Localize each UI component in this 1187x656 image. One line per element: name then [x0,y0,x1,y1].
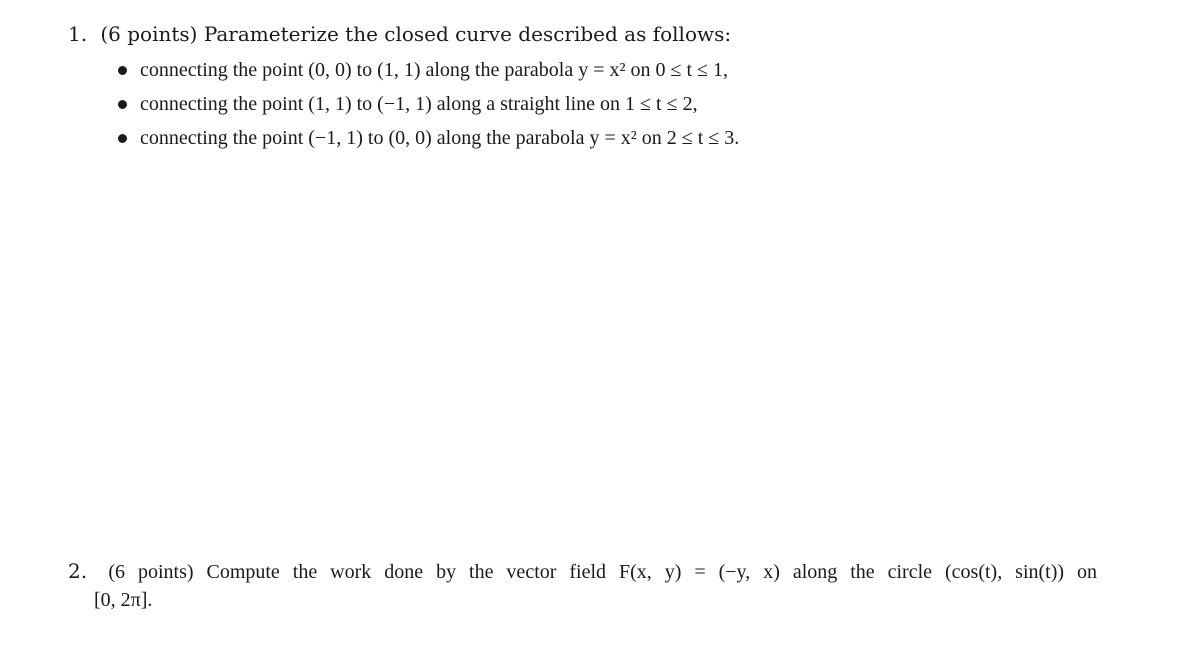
problem-1-statement [68,22,1107,46]
problem-1-bullet-list [68,58,1107,160]
bullet-text: connecting the point (0, 0) to (1, 1) along the parabola y = x² on 0 ≤ t ≤ 1, [140,59,728,81]
bullet-icon [118,100,127,109]
bullet-text: connecting the point (−1, 1) to (0, 0) along the parabola y = x² on 2 ≤ t ≤ 3. [140,127,740,149]
problem-1-text: (6 points) Parameterize the closed curve described as follows: [100,22,732,46]
problem-1-bullet-2 [68,92,1107,126]
bullet-icon [118,66,127,75]
problem-1-bullet-3 [68,126,1107,160]
problem-1-number: 1. [68,22,88,46]
problem-2-number: 2. [68,559,88,583]
bullet-icon [118,134,127,143]
problem-2-statement [68,559,1107,584]
problem-2 [68,559,1107,612]
bullet-text: connecting the point (1, 1) to (−1, 1) along a straight line on 1 ≤ t ≤ 2, [140,93,698,115]
problem-1 [68,22,1107,160]
problem-1-bullet-1 [68,58,1107,92]
problem-2-interval: [0, 2π]. [94,589,153,611]
problem-2-text: (6 points) Compute the work done by the vector field F(x, y) = (−y, x) along the circle (cos(t), sin(t)) on [108,561,1097,583]
